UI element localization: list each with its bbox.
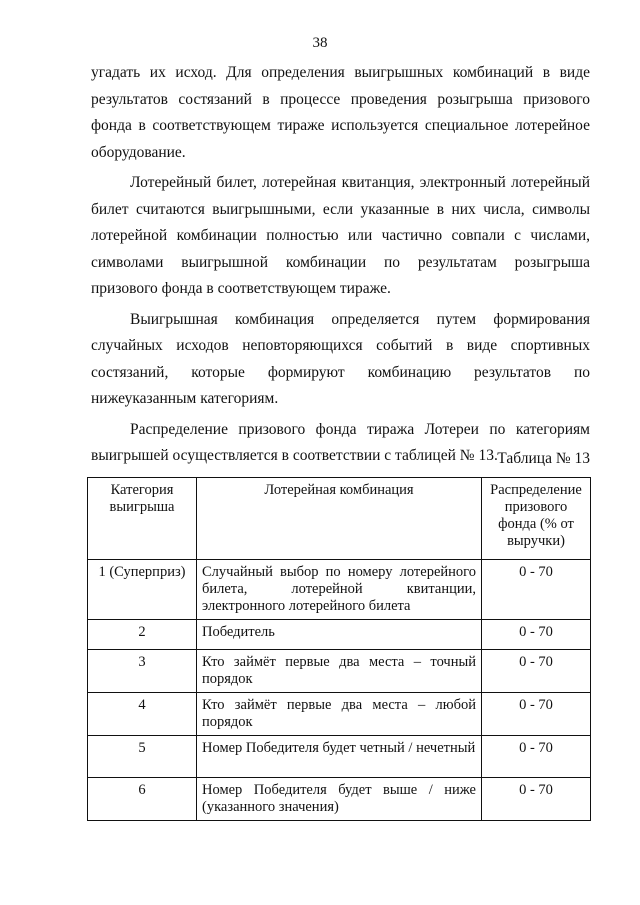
prize-distribution-table: [87, 477, 591, 821]
paragraph-prize-distribution: Распределение призового фонда тиража Лотереи по категориям выигрышей осуществляется в соответствии с таблицей № 13.: [91, 420, 590, 464]
table-row: [88, 693, 591, 736]
cell-category: 5: [88, 736, 197, 778]
header-distribution: Распределение призового фонда (% от выручки): [482, 478, 591, 560]
cell-category: 1 (Суперприз): [88, 560, 197, 620]
header-category: Категория выигрыша: [88, 478, 197, 560]
body-text: [91, 60, 590, 474]
header-combination: Лотерейная комбинация: [197, 478, 482, 560]
cell-combination: Случайный выбор по номеру лотерейного билета, лотерейной квитанции, электронного лотерейного билета: [197, 560, 482, 620]
cell-distribution: 0 - 70: [482, 650, 591, 693]
table-row: [88, 620, 591, 650]
cell-distribution: 0 - 70: [482, 693, 591, 736]
cell-category: 6: [88, 778, 197, 821]
cell-combination: Кто займёт первые два места – любой порядок: [197, 693, 482, 736]
cell-distribution: 0 - 70: [482, 778, 591, 821]
table-caption: Таблица № 13: [497, 450, 590, 467]
cell-combination: Кто займёт первые два места – точный порядок: [197, 650, 482, 693]
cell-category: 3: [88, 650, 197, 693]
cell-category: 2: [88, 620, 197, 650]
cell-distribution: 0 - 70: [482, 736, 591, 778]
table-row: [88, 778, 591, 821]
cell-combination: Номер Победителя будет выше / ниже (указанного значения): [197, 778, 482, 821]
paragraph-winning-combination: Выигрышная комбинация определяется путем формирования случайных исходов неповторяющихся событий в виде спортивных состязаний, которые формируют комбинацию результатов по нижеуказанным категориям.: [91, 310, 590, 407]
paragraph-winning-tickets: Лотерейный билет, лотерейная квитанция, электронный лотерейный билет считаются выигрышными, если указанные в них числа, символы лотерейной комбинации полностью или частично совпали с числами, символами выигрышной комбинации по результатам розыгрыша призового фонда в соответствующем тираже.: [91, 174, 590, 297]
cell-distribution: 0 - 70: [482, 560, 591, 620]
paragraph-continuation: угадать их исход. Для определения выигрышных комбинаций в виде результатов состязаний в процессе проведения розыгрыша призового фонда в соответствующем тираже используется специальное лотерейное оборудование.: [91, 64, 590, 161]
cell-distribution: 0 - 70: [482, 620, 591, 650]
cell-combination: Номер Победителя будет четный / нечетный: [197, 736, 482, 778]
page-number: 38: [312, 35, 328, 51]
cell-category: 4: [88, 693, 197, 736]
table-row: [88, 650, 591, 693]
cell-combination: Победитель: [197, 620, 482, 650]
table-header-row: [88, 478, 591, 560]
table-row: [88, 736, 591, 778]
table-row: [88, 560, 591, 620]
